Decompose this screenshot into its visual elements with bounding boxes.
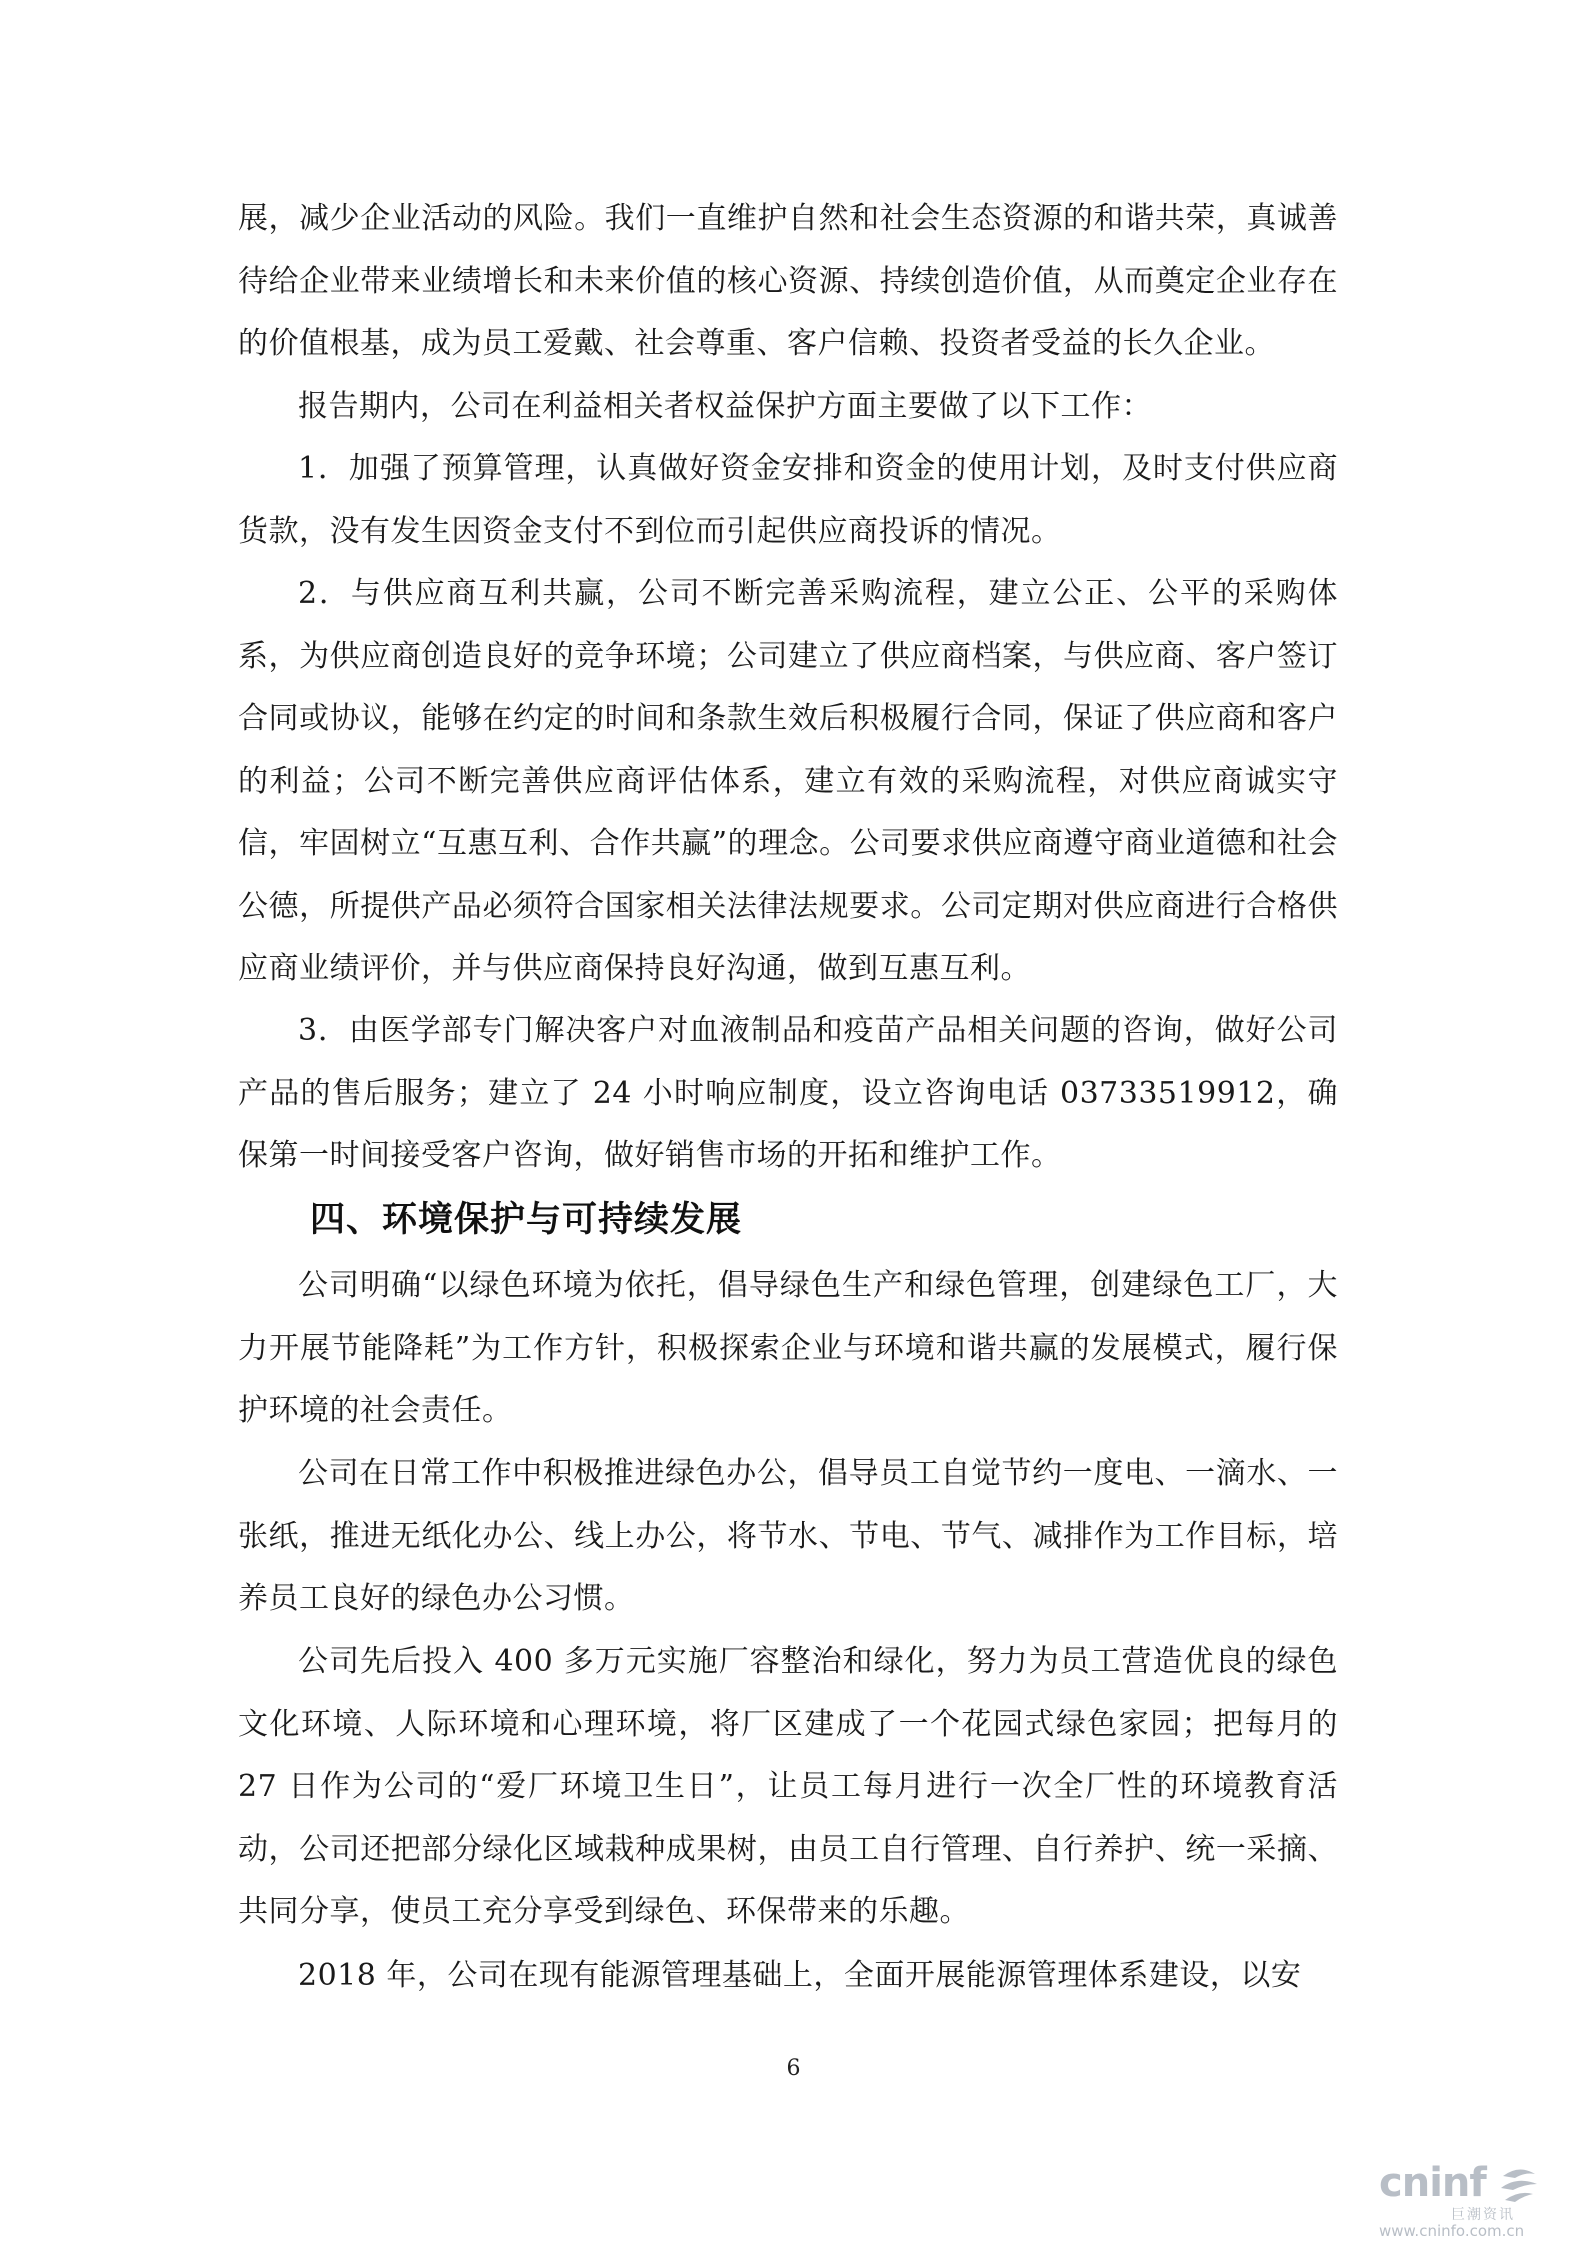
paragraph-env-1: 公司明确“以绿色环境为依托，倡导绿色生产和绿色管理，创建绿色工厂，大力开展节能降耗”为工作方针，积极探索企业与环境和谐共赢的发展模式，履行保护环境的社会责任。 [238,1268,1338,1428]
paragraph-item-3: 3．由医学部专门解决客户对血液制品和疫苗产品相关问题的咨询，做好公司产品的售后服务；建立了 24 小时响应制度，设立咨询电话 03733519912，确保第一时间接受客户咨询，做好销售市场的开拓和维护工作。 [238,1013,1338,1173]
page-number: 6 [786,2056,801,2081]
watermark-logo-text: cninf [1379,2160,1486,2206]
cninf-logo-icon [1497,2162,1541,2206]
watermark-url: www.cninfo.com.cn [1379,2222,1525,2240]
paragraph-item-1: 1．加强了预算管理，认真做好资金安排和资金的使用计划，及时支付供应商货款，没有发生因资金支付不到位而引起供应商投诉的情况。 [238,451,1338,549]
paragraph-intro: 报告期内，公司在利益相关者权益保护方面主要做了以下工作： [298,389,1152,424]
watermark-subtitle: 巨潮资讯 [1451,2207,1515,2223]
section-heading: 四、环境保护与可持续发展 [310,1200,743,1240]
paragraph-env-4: 2018 年，公司在现有能源管理基础上，全面开展能源管理体系建设，以安 [298,1958,1302,1993]
cninf-watermark [1379,2160,1569,2240]
paragraph-env-3: 公司先后投入 400 多万元实施厂容整治和绿化，努力为员工营造优良的绿色文化环境、人际环境和心理环境，将厂区建成了一个花园式绿色家园；把每月的 27 日作为公司的“爱厂环境卫生日”，让员工每月进行一次全厂性的环境教育活动，公司还把部分绿化区域栽种成果树，由员工自行管理、自行养护、统一采摘、共同分享，使员工充分享受到绿色、环保带来的乐趣。 [238,1644,1338,1929]
paragraph-item-2: 2．与供应商互利共赢，公司不断完善采购流程，建立公正、公平的采购体系，为供应商创造良好的竞争环境；公司建立了供应商档案，与供应商、客户签订合同或协议，能够在约定的时间和条款生效后积极履行合同，保证了供应商和客户的利益；公司不断完善供应商评估体系，建立有效的采购流程，对供应商诚实守信，牢固树立“互惠互利、合作共赢”的理念。公司要求供应商遵守商业道德和社会公德，所提供产品必须符合国家相关法律法规要求。公司定期对供应商进行合格供应商业绩评价，并与供应商保持良好沟通，做到互惠互利。 [238,576,1338,986]
paragraph-continuation: 展，减少企业活动的风险。我们一直维护自然和社会生态资源的和谐共荣，真诚善待给企业带来业绩增长和未来价值的核心资源、持续创造价值，从而奠定企业存在的价值根基，成为员工爱戴、社会尊重、客户信赖、投资者受益的长久企业。 [238,201,1338,361]
paragraph-env-2: 公司在日常工作中积极推进绿色办公，倡导员工自觉节约一度电、一滴水、一张纸，推进无纸化办公、线上办公，将节水、节电、节气、减排作为工作目标，培养员工良好的绿色办公习惯。 [238,1456,1338,1616]
